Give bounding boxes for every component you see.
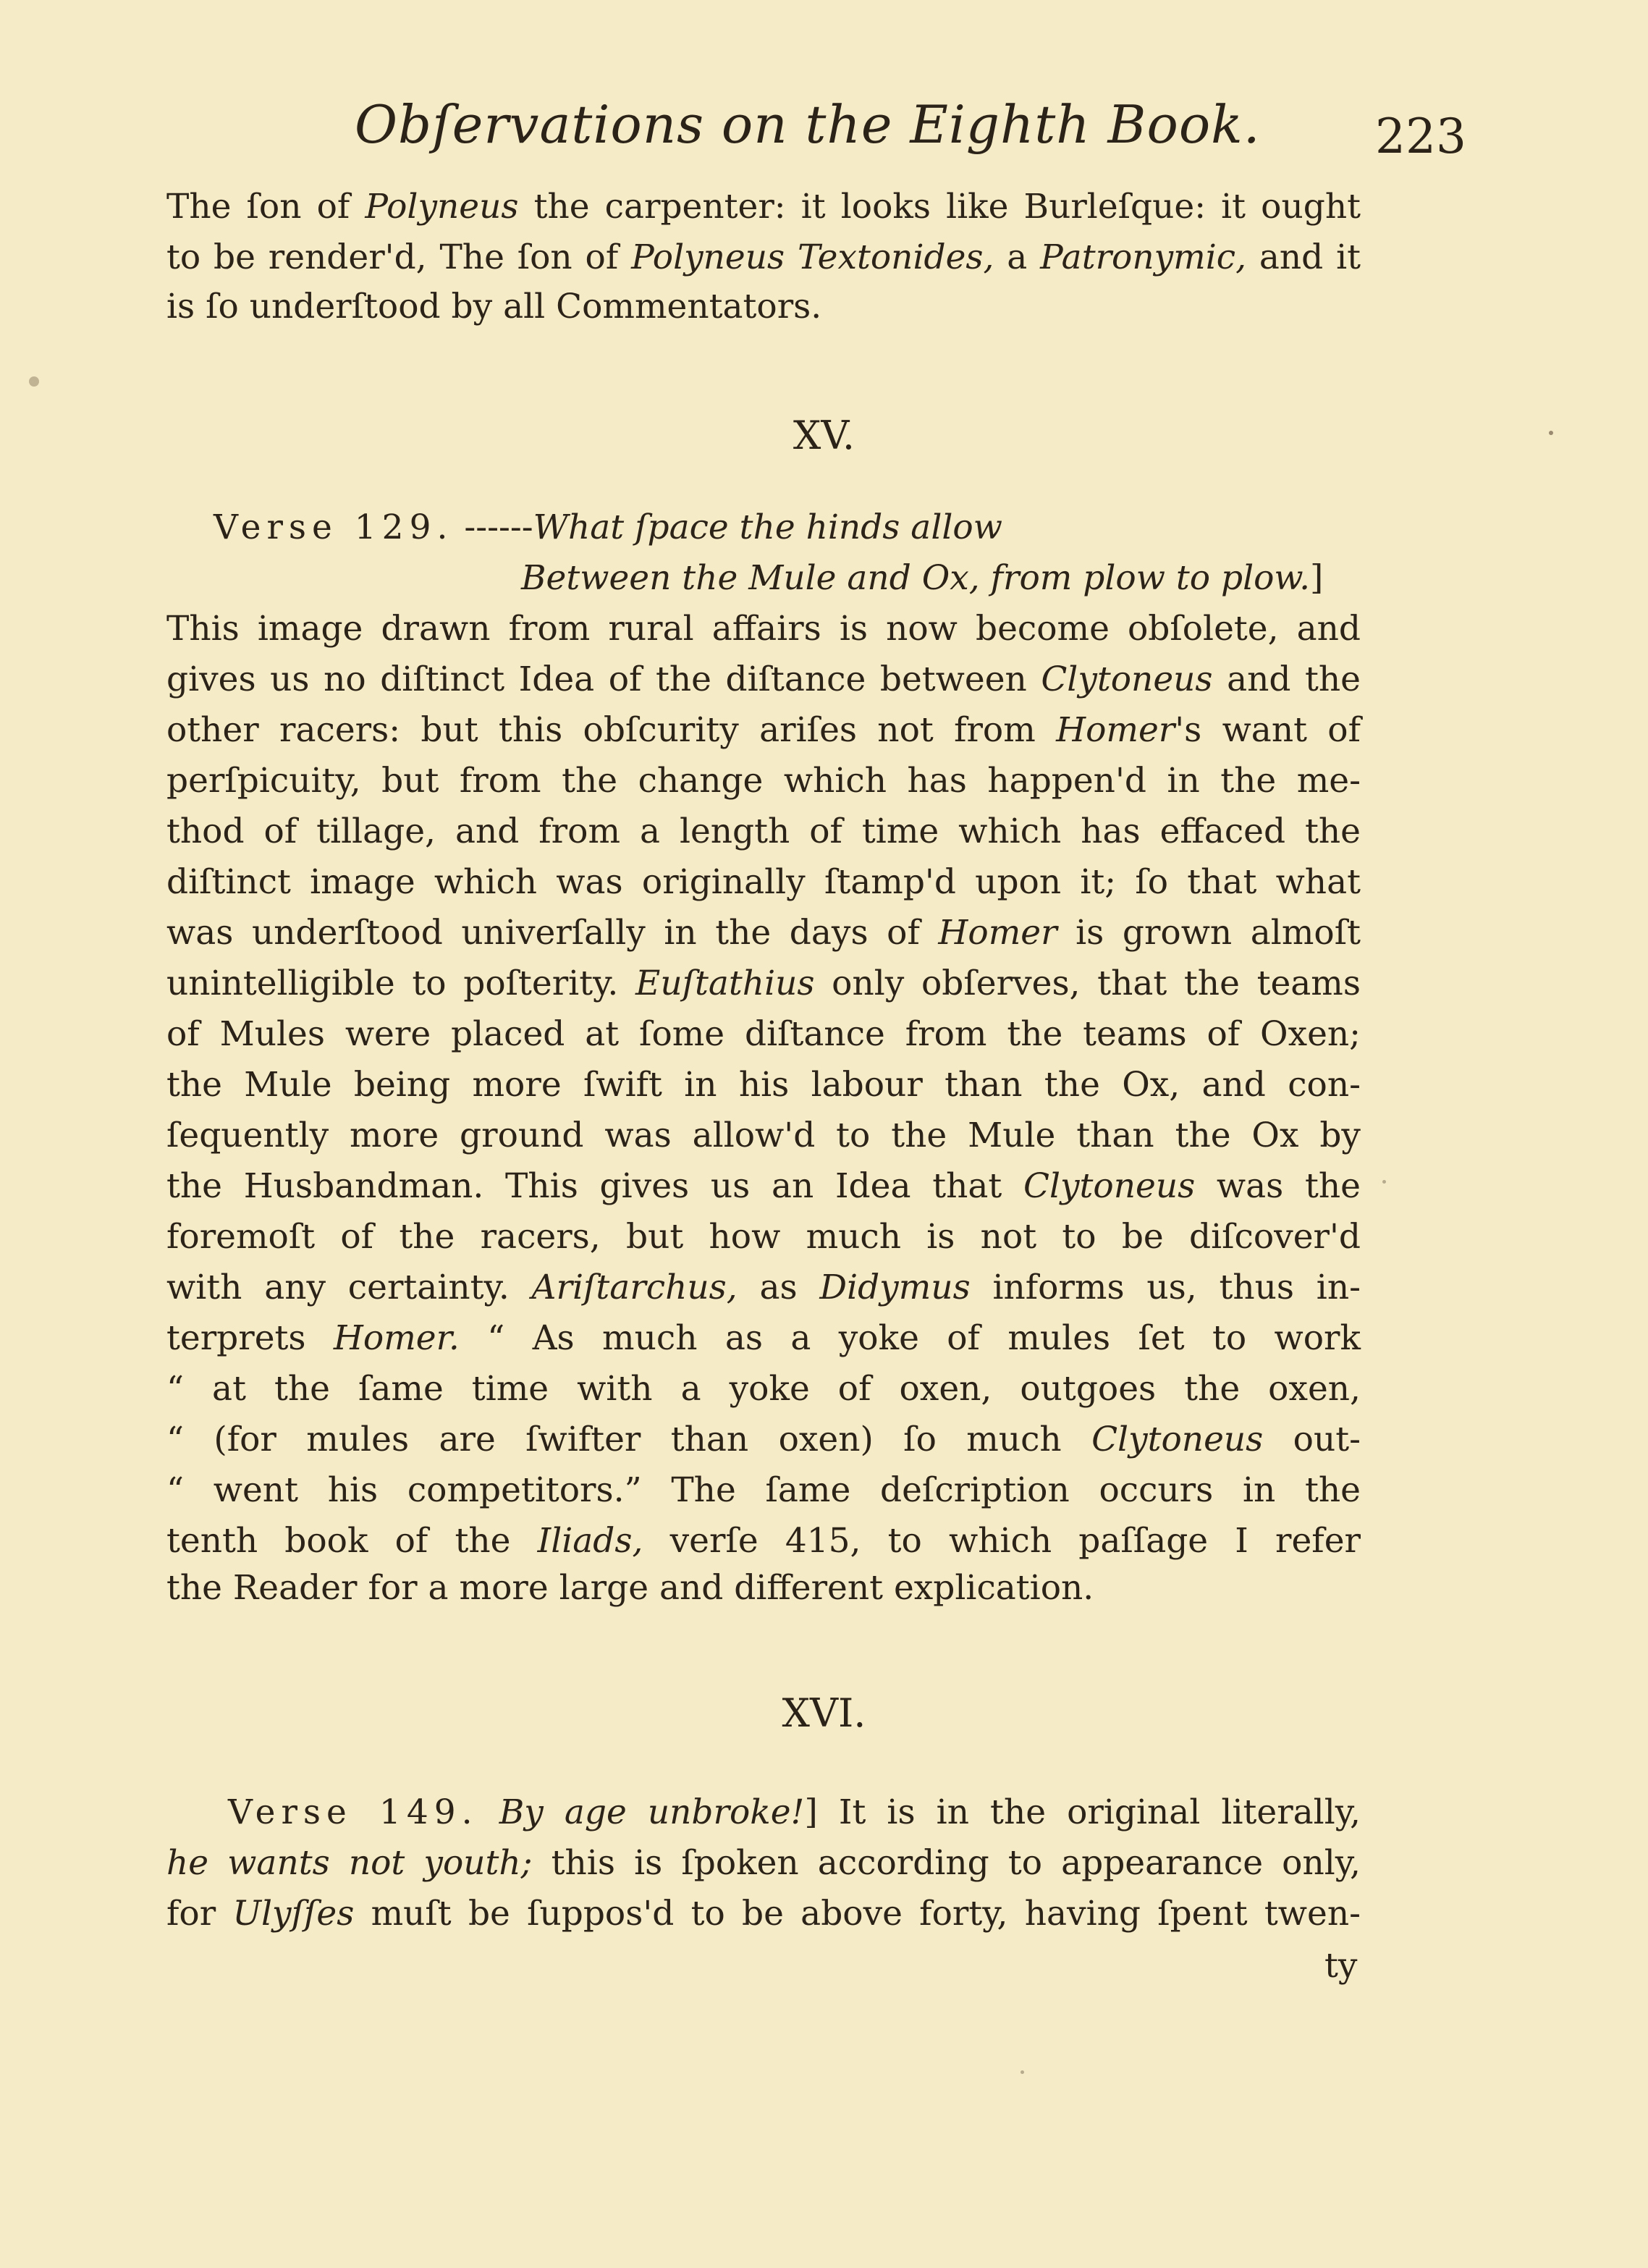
body-line-12: the Husbandman. This gives us an Idea that Clytoneus was the bbox=[166, 1166, 1361, 1206]
body-line-7: was underſtood univerſally in the days of Homer is grown almoſt bbox=[166, 913, 1361, 953]
verse-129-quote-line-2: Between the Mule and Ox, from plow to plow.] bbox=[521, 558, 1324, 598]
name-clytoneus: Clytoneus bbox=[1023, 1166, 1196, 1206]
title-iliads: Iliads, bbox=[537, 1521, 643, 1561]
body-line-16: “ at the ſame time with a yoke of oxen, outgoes the oxen, bbox=[166, 1369, 1361, 1409]
name-homer: Homer bbox=[1056, 710, 1175, 750]
verse-quote-line-1: What ſpace the hinds allow bbox=[533, 507, 1002, 547]
body-line-18: “ went his competitors.” The ſame deſcription occurs in the bbox=[166, 1470, 1361, 1510]
body-line-10: the Mule being more ſwift in his labour than the Ox, and con- bbox=[166, 1065, 1361, 1105]
name-clytoneus: Clytoneus bbox=[1041, 659, 1213, 699]
verse-149-body-line-3: for Ulyſſes muſt be ſuppos'd to be above forty, having ſpent twen- bbox=[166, 1894, 1361, 1934]
verse-129-line: Verse 129. ------What ſpace the hinds allow bbox=[214, 507, 1002, 547]
phrase-he-wants-not-youth: he wants not youth; bbox=[166, 1843, 533, 1883]
verse-quote-line-2: Between the Mule and Ox, from plow to plow. bbox=[521, 558, 1311, 598]
body-line-4: perſpicuity, but from the change which has happen'd in the me- bbox=[166, 761, 1361, 801]
name-didymus: Didymus bbox=[819, 1268, 971, 1307]
body-line-2: gives us no diſtinct Idea of the diſtance between Clytoneus and the bbox=[166, 659, 1361, 699]
verse-label: Verse 129. bbox=[214, 507, 454, 547]
body-line-13: foremoſt of the racers, but how much is not to be diſcover'd bbox=[166, 1217, 1361, 1257]
body-line-8: unintelligible to poſterity. Euſtathius only obſerves, that the teams bbox=[166, 964, 1361, 1003]
term-patronymic: Patronymic, bbox=[1040, 237, 1247, 277]
paper-speck bbox=[1021, 2070, 1024, 2074]
running-header-title: Obſervations on the Eighth Book. bbox=[355, 94, 1261, 155]
body-line-11: ſequently more ground was allow'd to the Mule than the Ox by bbox=[166, 1116, 1361, 1155]
paper-speck bbox=[29, 376, 39, 387]
name-eustathius: Euſtathius bbox=[635, 964, 815, 1003]
name-homer: Homer. bbox=[333, 1318, 460, 1358]
section-heading-xv: XV. bbox=[793, 413, 855, 458]
name-aristarchus: Ariſtarchus, bbox=[531, 1268, 738, 1307]
paper-speck bbox=[1549, 431, 1553, 435]
verse-149-body-line-2: he wants not youth; this is ſpoken according to appearance only, bbox=[166, 1843, 1361, 1883]
name-polyneus: Polyneus bbox=[365, 187, 519, 227]
body-line-5: thod of tillage, and from a length of time which has effaced the bbox=[166, 811, 1361, 851]
body-line-1: This image drawn from rural affairs is now become obſolete, and bbox=[166, 609, 1361, 649]
section-heading-xvi: XVI. bbox=[782, 1690, 866, 1736]
body-line-3: other racers: but this obſcurity ariſes not from Homer's want of bbox=[166, 710, 1361, 750]
body-line-14: with any certainty. Ariſtarchus, as Didymus informs us, thus in- bbox=[166, 1268, 1361, 1307]
body-line-15: terprets Homer. “ As much as a yoke of mules ſet to work bbox=[166, 1318, 1361, 1358]
paper-speck bbox=[1382, 1180, 1386, 1184]
verse-quote: By age unbroke! bbox=[499, 1792, 805, 1832]
name-ulysses: Ulyſſes bbox=[232, 1894, 355, 1934]
body-line-6: diſtinct image which was originally ſtamp'd upon it; ſo that what bbox=[166, 862, 1361, 902]
intro-line-3: is ſo underſtood by all Commentators. bbox=[166, 287, 822, 326]
intro-line-1: The ſon of Polyneus the carpenter: it looks like Burleſque: it ought bbox=[166, 187, 1361, 227]
name-polyneus-textonides: Polyneus Textonides, bbox=[631, 237, 994, 277]
page-number: 223 bbox=[1375, 109, 1466, 164]
body-line-19: tenth book of the Iliads, verſe 415, to which paſſage I refer bbox=[166, 1521, 1361, 1561]
name-homer: Homer bbox=[938, 913, 1057, 953]
verse-149-line: Verse 149. By age unbroke!] It is in the original literally, bbox=[228, 1792, 1361, 1832]
body-line-20: the Reader for a more large and different explication. bbox=[166, 1568, 1094, 1608]
intro-line-2: to be render'd, The ſon of Polyneus Textonides, a Patronymic, and it bbox=[166, 237, 1361, 277]
name-clytoneus: Clytoneus bbox=[1091, 1420, 1264, 1459]
verse-label: Verse 149. bbox=[228, 1792, 478, 1832]
body-line-9: of Mules were placed at ſome diſtance from the teams of Oxen; bbox=[166, 1014, 1361, 1054]
catchword: ty bbox=[1324, 1946, 1358, 1986]
body-line-17: “ (for mules are ſwifter than oxen) ſo much Clytoneus out- bbox=[166, 1420, 1361, 1459]
